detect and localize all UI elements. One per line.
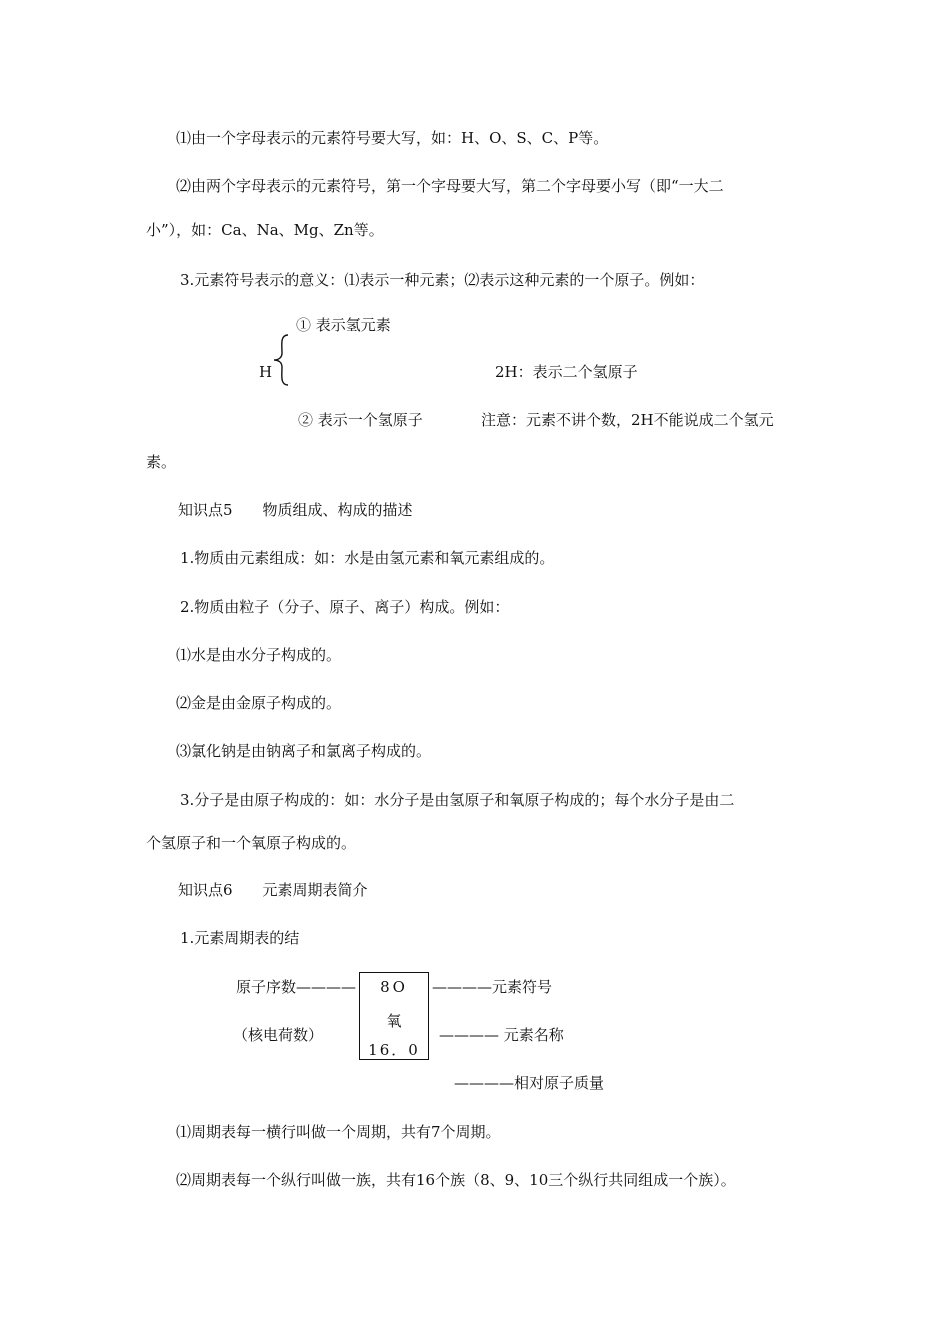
curly-brace: [272, 333, 292, 387]
label-atomic-mass: ————相对原子质量: [454, 1074, 605, 1092]
kp5-p1: 1.物质由元素组成：如：水是由氢元素和氧元素组成的。: [180, 549, 555, 567]
label-nuclear-charge: （核电荷数）: [233, 1026, 324, 1044]
kp5-s3: ⑶氯化钠是由钠离子和氯离子构成的。: [176, 742, 432, 760]
note-line2: 素。: [146, 453, 177, 471]
kp6-s2: ⑵周期表每一个纵行叫做一族，共有16个族（8、9、10三个纵行共同组成一个族）。: [176, 1171, 736, 1189]
label-atomic-number: 原子序数————: [236, 978, 357, 996]
label-element-symbol: ————元素符号: [432, 978, 553, 996]
symbol-meaning-heading: 3.元素符号表示的意义：⑴表示一种元素；⑵表示这种元素的一个原子。例如：: [180, 271, 705, 289]
element-number: 8O: [380, 978, 408, 996]
kp5-title: 知识点5 物质组成、构成的描述: [178, 501, 413, 519]
meaning-item-element: ① 表示氢元素: [296, 316, 391, 334]
two-h-meaning: 2H：表示二个氢原子: [495, 363, 638, 381]
rule-two-letter-line1: ⑵由两个字母表示的元素符号，第一个字母要大写，第二个字母要小写（即“一大二: [176, 177, 724, 195]
kp5-p3-line1: 3.分子是由原子构成的：如：水分子是由氢原子和氧原子构成的；每个水分子是由二: [180, 791, 735, 809]
element-cell: [359, 972, 429, 1060]
element-mass: 16．0: [368, 1041, 420, 1059]
kp5-p3-line2: 个氢原子和一个氧原子构成的。: [146, 834, 357, 852]
kp5-s2: ⑵金是由金原子构成的。: [176, 694, 342, 712]
kp5-p2: 2.物质由粒子（分子、原子、离子）构成。例如：: [180, 598, 510, 616]
label-element-name: ———— 元素名称: [439, 1026, 564, 1044]
rule-single-letter: ⑴由一个字母表示的元素符号要大写，如：H、O、S、C、P等。: [176, 129, 609, 147]
meaning-item-atom: ② 表示一个氢原子: [298, 411, 423, 429]
note-line1: 注意：元素不讲个数，2H不能说成二个氢元: [481, 411, 774, 429]
kp6-title: 知识点6 元素周期表简介: [178, 881, 368, 899]
kp6-s1: ⑴周期表每一横行叫做一个周期，共有7个周期。: [176, 1123, 501, 1141]
element-name: 氧: [386, 1012, 402, 1030]
hydrogen-symbol: H: [259, 363, 273, 381]
kp6-p1: 1.元素周期表的结: [180, 929, 300, 947]
rule-two-letter-line2: 小”），如：Ca、Na、Mg、Zn等。: [146, 221, 384, 239]
kp5-s1: ⑴水是由水分子构成的。: [176, 646, 342, 664]
